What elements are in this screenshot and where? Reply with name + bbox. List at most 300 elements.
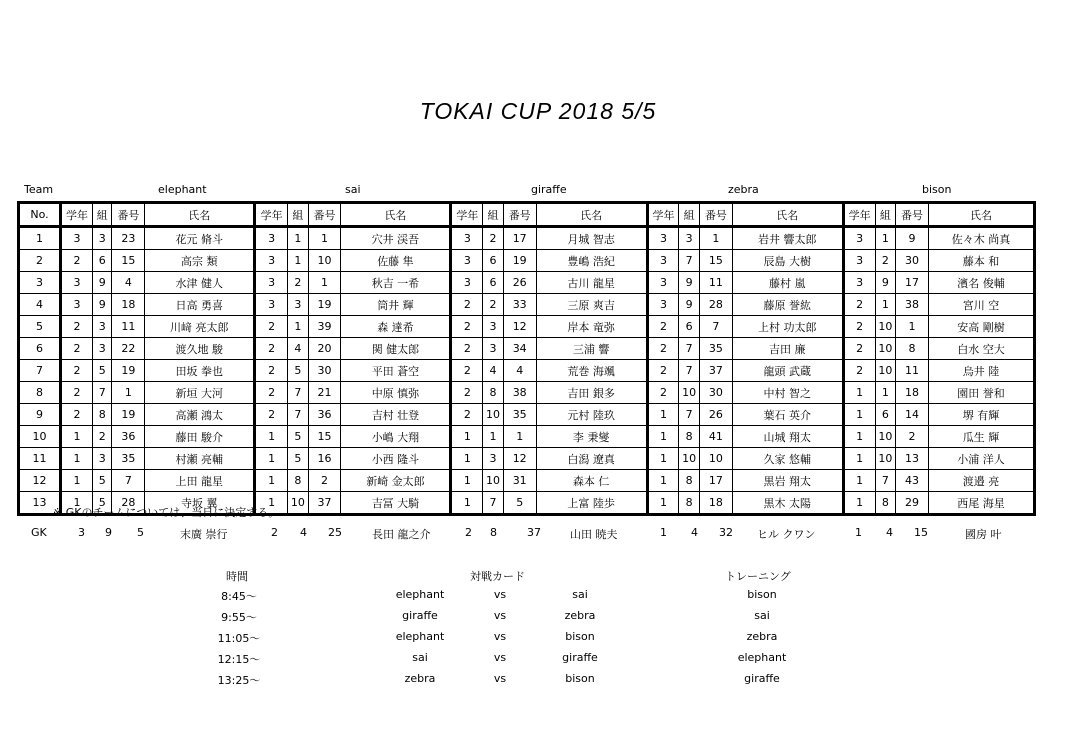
player-grade: 3 — [61, 272, 93, 294]
page-title: TOKAI CUP 2018 5/5 — [419, 98, 657, 124]
header-grade-elephant: 学年 — [61, 203, 93, 227]
player-number: 10 — [699, 448, 732, 470]
player-name: 三原 爽吉 — [536, 294, 647, 316]
player-group: 8 — [288, 470, 309, 492]
match-time: 13:25～ — [217, 674, 261, 687]
player-name: 藤田 駿介 — [145, 426, 255, 448]
schedule-row — [0, 588, 1076, 606]
player-grade: 2 — [451, 338, 483, 360]
player-grade: 3 — [451, 272, 483, 294]
row-number: 10 — [19, 426, 61, 448]
player-number: 19 — [503, 250, 536, 272]
row-number: 4 — [19, 294, 61, 316]
player-name: 吉冨 大騎 — [341, 492, 451, 515]
header-name-elephant: 氏名 — [145, 203, 255, 227]
player-name: 森本 仁 — [536, 470, 647, 492]
gk-number: 15 — [914, 526, 928, 539]
player-group: 2 — [483, 294, 504, 316]
row-number: 8 — [19, 382, 61, 404]
player-group: 7 — [679, 360, 700, 382]
player-name: 中原 慎弥 — [341, 382, 451, 404]
player-group: 8 — [679, 470, 700, 492]
player-group: 5 — [92, 470, 112, 492]
player-name: 山城 翔太 — [732, 426, 843, 448]
player-name: 吉田 銀多 — [536, 382, 647, 404]
player-number: 1 — [308, 227, 341, 250]
gk-grade: 2 — [465, 526, 472, 539]
player-grade: 2 — [61, 404, 93, 426]
schedule-row — [0, 651, 1076, 669]
player-number: 1 — [112, 382, 145, 404]
header-group-sai: 組 — [288, 203, 309, 227]
player-grade: 3 — [647, 227, 679, 250]
player-group: 10 — [288, 492, 309, 515]
player-name: 森 達希 — [341, 316, 451, 338]
player-group: 10 — [679, 448, 700, 470]
player-name: 関 健太郎 — [341, 338, 451, 360]
player-grade: 1 — [255, 426, 288, 448]
player-grade: 1 — [61, 470, 93, 492]
player-number: 20 — [308, 338, 341, 360]
player-name: 岩井 響太郎 — [732, 227, 843, 250]
player-group: 8 — [875, 492, 896, 515]
vs-label: vs — [493, 651, 507, 664]
player-group: 10 — [875, 360, 896, 382]
player-group: 6 — [483, 272, 504, 294]
player-grade: 1 — [843, 382, 875, 404]
vs-label: vs — [493, 672, 507, 685]
player-number: 4 — [503, 360, 536, 382]
player-name: 新垣 大河 — [145, 382, 255, 404]
row-number: 2 — [19, 250, 61, 272]
training-team: elephant — [737, 651, 787, 664]
player-group: 4 — [483, 360, 504, 382]
player-name: 藤村 嵐 — [732, 272, 843, 294]
gk-number: 25 — [328, 526, 342, 539]
player-group: 4 — [288, 338, 309, 360]
player-number: 5 — [503, 492, 536, 515]
player-name: 小浦 洋人 — [928, 448, 1034, 470]
player-number: 30 — [896, 250, 929, 272]
player-grade: 3 — [647, 272, 679, 294]
player-name: 吉田 廉 — [732, 338, 843, 360]
team-names-row — [0, 183, 1076, 199]
row-number: 9 — [19, 404, 61, 426]
player-grade: 2 — [61, 250, 93, 272]
player-group: 2 — [875, 250, 896, 272]
player-number: 26 — [503, 272, 536, 294]
player-group: 3 — [92, 448, 112, 470]
player-number: 34 — [503, 338, 536, 360]
player-group: 3 — [92, 338, 112, 360]
row-number: 11 — [19, 448, 61, 470]
schedule-row — [0, 672, 1076, 690]
player-number: 35 — [503, 404, 536, 426]
player-grade: 2 — [255, 382, 288, 404]
header-grade-sai: 学年 — [255, 203, 288, 227]
player-name: 宮川 空 — [928, 294, 1034, 316]
player-name: 渡邉 亮 — [928, 470, 1034, 492]
header-group-giraffe: 組 — [483, 203, 504, 227]
player-name: 寺坂 翼 — [145, 492, 255, 515]
player-grade: 1 — [255, 470, 288, 492]
player-name: 田坂 拳也 — [145, 360, 255, 382]
player-name: 水津 健人 — [145, 272, 255, 294]
player-name: 三浦 響 — [536, 338, 647, 360]
player-name: 中村 智之 — [732, 382, 843, 404]
training-team: bison — [747, 588, 777, 601]
player-number: 19 — [308, 294, 341, 316]
player-number: 14 — [896, 404, 929, 426]
roster-row — [19, 294, 1035, 316]
player-grade: 3 — [255, 272, 288, 294]
player-name: 平田 蒼空 — [341, 360, 451, 382]
player-group: 1 — [875, 382, 896, 404]
player-group: 10 — [679, 382, 700, 404]
schedule-row — [0, 630, 1076, 648]
player-name: 佐藤 隼 — [341, 250, 451, 272]
player-number: 36 — [308, 404, 341, 426]
player-group: 8 — [92, 404, 112, 426]
gk-group: 4 — [886, 526, 893, 539]
player-grade: 3 — [451, 250, 483, 272]
player-number: 4 — [112, 272, 145, 294]
player-group: 7 — [483, 492, 504, 515]
roster-row — [19, 404, 1035, 426]
player-group: 1 — [875, 227, 896, 250]
player-name: 小西 隆斗 — [341, 448, 451, 470]
player-number: 7 — [699, 316, 732, 338]
player-group: 1 — [483, 426, 504, 448]
gk-name: 末廣 崇行 — [180, 528, 228, 541]
player-number: 17 — [503, 227, 536, 250]
gk-grade: 2 — [271, 526, 278, 539]
player-number: 2 — [896, 426, 929, 448]
player-grade: 2 — [843, 294, 875, 316]
player-grade: 2 — [61, 338, 93, 360]
player-number: 26 — [699, 404, 732, 426]
header-name-bison: 氏名 — [928, 203, 1034, 227]
roster-row — [19, 382, 1035, 404]
player-name: 岸本 竜弥 — [536, 316, 647, 338]
player-grade: 3 — [843, 272, 875, 294]
player-grade: 1 — [843, 470, 875, 492]
team-name-bison: bison — [922, 183, 952, 196]
player-group: 6 — [679, 316, 700, 338]
player-grade: 2 — [61, 316, 93, 338]
match-time: 9:55～ — [221, 611, 257, 624]
header-name-sai: 氏名 — [341, 203, 451, 227]
gk-grade: 3 — [78, 526, 85, 539]
player-grade: 2 — [61, 382, 93, 404]
vs-label: vs — [493, 630, 507, 643]
player-name: 葉石 英介 — [732, 404, 843, 426]
match-home-team: elephant — [395, 588, 445, 601]
player-number: 1 — [699, 227, 732, 250]
player-group: 3 — [92, 316, 112, 338]
schedule-row — [0, 609, 1076, 627]
player-group: 9 — [875, 272, 896, 294]
player-name: 濱名 俊輔 — [928, 272, 1034, 294]
player-grade: 2 — [647, 316, 679, 338]
player-name: 荒巻 海颯 — [536, 360, 647, 382]
player-name: 高瀬 鴻太 — [145, 404, 255, 426]
team-name-elephant: elephant — [158, 183, 207, 196]
header-no: No. — [19, 203, 61, 227]
player-number: 31 — [503, 470, 536, 492]
match-away-team: sai — [572, 588, 588, 601]
player-number: 37 — [699, 360, 732, 382]
player-name: 西尾 海星 — [928, 492, 1034, 515]
player-grade: 3 — [647, 250, 679, 272]
player-group: 5 — [288, 448, 309, 470]
player-group: 8 — [679, 426, 700, 448]
player-number: 38 — [896, 294, 929, 316]
player-number: 35 — [699, 338, 732, 360]
player-group: 5 — [288, 360, 309, 382]
player-grade: 3 — [61, 294, 93, 316]
player-group: 10 — [875, 448, 896, 470]
player-number: 10 — [308, 250, 341, 272]
team-name-giraffe: giraffe — [531, 183, 567, 196]
player-grade: 1 — [255, 448, 288, 470]
player-name: 上富 陸歩 — [536, 492, 647, 515]
roster-row — [19, 338, 1035, 360]
gk-number: 37 — [527, 526, 541, 539]
match-home-team: zebra — [404, 672, 436, 685]
roster-table — [17, 201, 1036, 516]
player-number: 17 — [896, 272, 929, 294]
player-grade: 1 — [843, 448, 875, 470]
player-group: 7 — [679, 338, 700, 360]
player-group: 7 — [679, 404, 700, 426]
match-home-team: giraffe — [402, 609, 438, 622]
player-number: 28 — [699, 294, 732, 316]
player-grade: 2 — [843, 360, 875, 382]
player-group: 3 — [483, 448, 504, 470]
player-group: 2 — [288, 272, 309, 294]
gk-group: 4 — [691, 526, 698, 539]
player-number: 1 — [503, 426, 536, 448]
player-name: 藤原 誉紘 — [732, 294, 843, 316]
player-name: 村瀬 亮輔 — [145, 448, 255, 470]
player-grade: 1 — [647, 448, 679, 470]
player-grade: 2 — [255, 404, 288, 426]
player-group: 10 — [483, 404, 504, 426]
player-number: 37 — [308, 492, 341, 515]
player-name: 安高 剛樹 — [928, 316, 1034, 338]
player-name: 辰島 大樹 — [732, 250, 843, 272]
player-number: 30 — [308, 360, 341, 382]
player-grade: 3 — [843, 227, 875, 250]
player-name: 黒木 太陽 — [732, 492, 843, 515]
roster-header-row — [19, 203, 1035, 227]
player-grade: 2 — [647, 360, 679, 382]
player-group: 2 — [483, 227, 504, 250]
player-group: 7 — [288, 382, 309, 404]
team-name-zebra: zebra — [728, 183, 759, 196]
gk-number: 32 — [719, 526, 733, 539]
player-grade: 1 — [647, 492, 679, 515]
player-grade: 2 — [451, 382, 483, 404]
player-number: 11 — [699, 272, 732, 294]
row-number: 7 — [19, 360, 61, 382]
gk-group: 8 — [490, 526, 497, 539]
player-name: 上田 龍星 — [145, 470, 255, 492]
player-group: 6 — [875, 404, 896, 426]
player-group: 8 — [483, 382, 504, 404]
match-away-team: giraffe — [562, 651, 598, 664]
player-name: 新崎 金太郎 — [341, 470, 451, 492]
player-grade: 1 — [843, 426, 875, 448]
gk-number: 5 — [137, 526, 144, 539]
player-number: 22 — [112, 338, 145, 360]
player-name: 小嶋 大翔 — [341, 426, 451, 448]
schedule-training-header: トレーニング — [725, 570, 791, 583]
roster-row — [19, 470, 1035, 492]
player-grade: 2 — [61, 360, 93, 382]
player-number: 7 — [112, 470, 145, 492]
player-grade: 2 — [451, 316, 483, 338]
player-grade: 1 — [647, 426, 679, 448]
player-group: 1 — [288, 316, 309, 338]
player-group: 3 — [483, 338, 504, 360]
header-number-elephant: 番号 — [112, 203, 145, 227]
player-grade: 1 — [451, 448, 483, 470]
player-name: 藤本 和 — [928, 250, 1034, 272]
player-group: 5 — [92, 492, 112, 515]
player-group: 1 — [288, 250, 309, 272]
row-number: 12 — [19, 470, 61, 492]
player-name: 堺 有輝 — [928, 404, 1034, 426]
player-group: 10 — [483, 470, 504, 492]
header-grade-zebra: 学年 — [647, 203, 679, 227]
player-number: 35 — [112, 448, 145, 470]
gk-name: 長田 龍之介 — [372, 528, 431, 541]
gk-group: 9 — [105, 526, 112, 539]
player-name: 古川 龍星 — [536, 272, 647, 294]
player-name: 園田 誉和 — [928, 382, 1034, 404]
player-number: 18 — [112, 294, 145, 316]
player-number: 18 — [896, 382, 929, 404]
player-group: 6 — [483, 250, 504, 272]
gk-grade: 1 — [855, 526, 862, 539]
header-group-zebra: 組 — [679, 203, 700, 227]
gk-name: ヒル クワン — [757, 528, 816, 541]
gk-label: GK — [31, 526, 47, 539]
player-number: 19 — [112, 360, 145, 382]
player-number: 19 — [112, 404, 145, 426]
player-name: 上村 功太郎 — [732, 316, 843, 338]
player-grade: 2 — [647, 382, 679, 404]
player-grade: 2 — [255, 316, 288, 338]
player-name: 豊嶋 浩紀 — [536, 250, 647, 272]
header-number-sai: 番号 — [308, 203, 341, 227]
player-grade: 2 — [451, 294, 483, 316]
player-number: 41 — [699, 426, 732, 448]
player-grade: 1 — [451, 470, 483, 492]
player-grade: 2 — [451, 404, 483, 426]
header-name-zebra: 氏名 — [732, 203, 843, 227]
match-time: 12:15～ — [217, 653, 261, 666]
training-team: giraffe — [744, 672, 780, 685]
player-grade: 1 — [843, 492, 875, 515]
player-name: 元村 陸玖 — [536, 404, 647, 426]
player-number: 16 — [308, 448, 341, 470]
player-name: 日高 勇喜 — [145, 294, 255, 316]
header-number-bison: 番号 — [896, 203, 929, 227]
player-number: 15 — [112, 250, 145, 272]
player-grade: 1 — [61, 492, 93, 515]
player-number: 18 — [699, 492, 732, 515]
player-number: 15 — [308, 426, 341, 448]
player-number: 11 — [896, 360, 929, 382]
player-name: 筒井 輝 — [341, 294, 451, 316]
header-group-elephant: 組 — [92, 203, 112, 227]
roster-row — [19, 426, 1035, 448]
player-group: 3 — [92, 227, 112, 250]
player-name: 龍頭 武蔵 — [732, 360, 843, 382]
player-name: 月城 智志 — [536, 227, 647, 250]
player-grade: 1 — [61, 448, 93, 470]
player-name: 川﨑 亮太郎 — [145, 316, 255, 338]
gk-group: 4 — [300, 526, 307, 539]
gk-grade: 1 — [660, 526, 667, 539]
player-name: 李 秉燮 — [536, 426, 647, 448]
gk-row — [0, 526, 1076, 542]
player-grade: 2 — [255, 360, 288, 382]
player-group: 8 — [679, 492, 700, 515]
player-group: 3 — [288, 294, 309, 316]
player-group: 7 — [679, 250, 700, 272]
player-group: 5 — [288, 426, 309, 448]
player-number: 29 — [896, 492, 929, 515]
schedule-header-row — [0, 568, 1076, 586]
match-home-team: sai — [412, 651, 428, 664]
player-number: 30 — [699, 382, 732, 404]
player-number: 43 — [896, 470, 929, 492]
match-time: 8:45～ — [221, 590, 257, 603]
match-away-team: bison — [565, 630, 595, 643]
row-number: 3 — [19, 272, 61, 294]
player-group: 10 — [875, 316, 896, 338]
player-number: 36 — [112, 426, 145, 448]
row-number: 13 — [19, 492, 61, 515]
player-name: 烏井 陸 — [928, 360, 1034, 382]
match-home-team: elephant — [395, 630, 445, 643]
player-grade: 3 — [451, 227, 483, 250]
row-number: 5 — [19, 316, 61, 338]
player-group: 3 — [679, 227, 700, 250]
player-number: 39 — [308, 316, 341, 338]
player-number: 13 — [896, 448, 929, 470]
player-grade: 3 — [843, 250, 875, 272]
player-grade: 1 — [255, 492, 288, 515]
player-group: 9 — [679, 294, 700, 316]
player-group: 7 — [92, 382, 112, 404]
training-team: sai — [754, 609, 770, 622]
match-time: 11:05～ — [217, 632, 261, 645]
player-grade: 1 — [647, 404, 679, 426]
schedule-time-header: 時間 — [226, 570, 248, 583]
player-grade: 2 — [843, 338, 875, 360]
player-number: 2 — [308, 470, 341, 492]
player-name: 久家 悠輔 — [732, 448, 843, 470]
gk-note: ※ GKのチームについては、当日に決定する。 — [53, 506, 280, 519]
header-name-giraffe: 氏名 — [536, 203, 647, 227]
header-number-giraffe: 番号 — [503, 203, 536, 227]
player-grade: 2 — [843, 316, 875, 338]
